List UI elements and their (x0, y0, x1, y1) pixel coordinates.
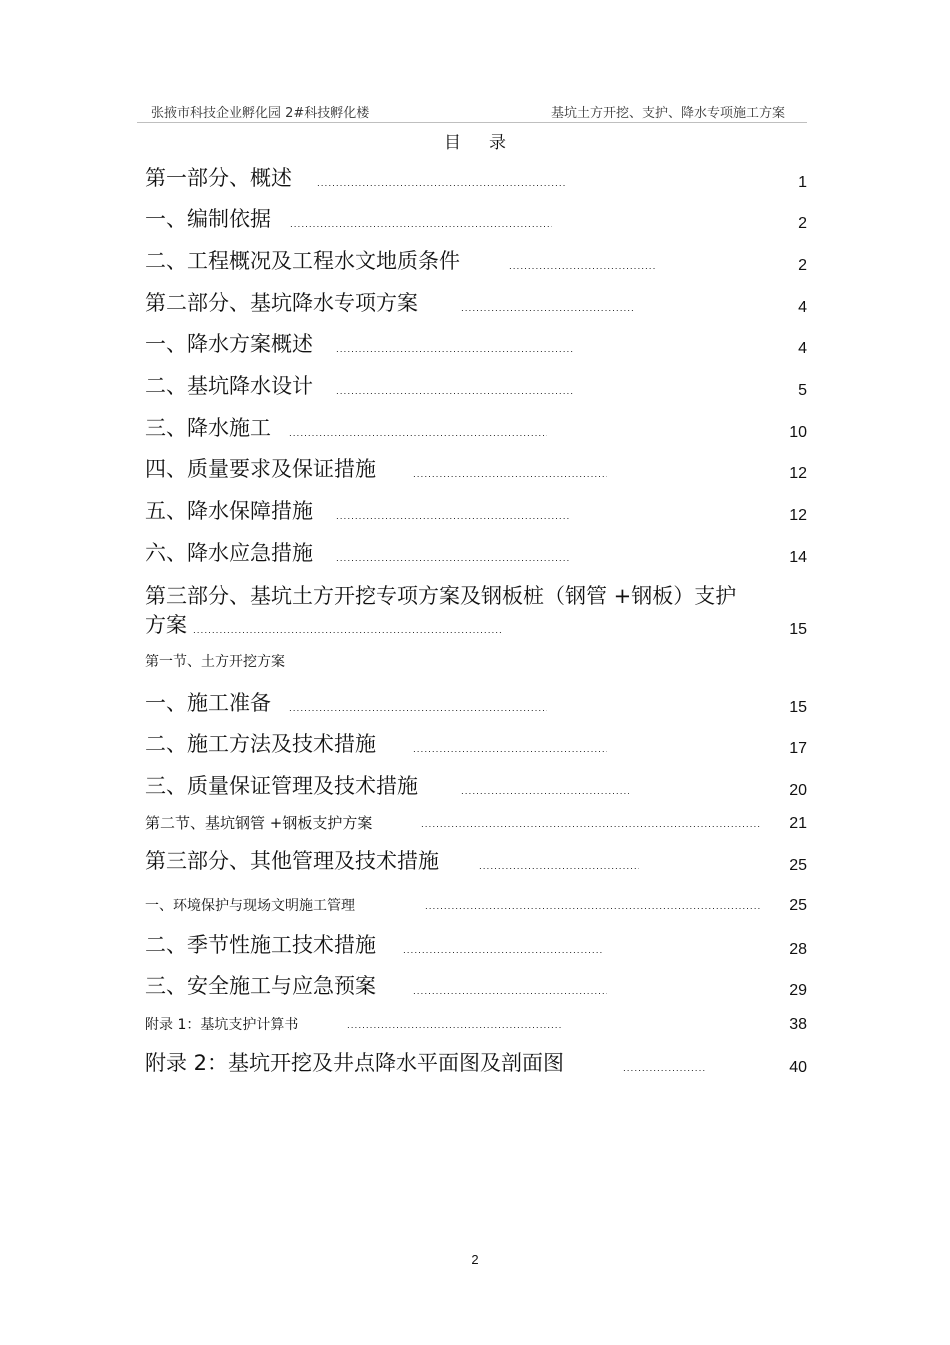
toc-entry-page: 17 (789, 740, 807, 757)
toc-entry-title: 二、基坑降水设计 (145, 374, 313, 398)
toc-entry-page: 15 (789, 621, 807, 638)
toc-entry[interactable] (145, 810, 807, 836)
toc-leader-dots (289, 435, 547, 437)
toc-entry[interactable] (145, 415, 807, 445)
toc-entry-page: 12 (789, 465, 807, 482)
toc-entry-title: 三、安全施工与应急预案 (145, 974, 376, 998)
toc-entry-title: 一、编制依据 (145, 207, 271, 231)
toc-entry[interactable] (145, 248, 807, 278)
toc-leader-dots (509, 268, 657, 270)
toc-leader-dots (623, 1070, 707, 1072)
toc-leader-dots (461, 793, 629, 795)
toc-leader-dots (347, 1027, 561, 1029)
toc-entry-page: 25 (789, 857, 807, 874)
toc-leader-dots (290, 226, 552, 228)
toc-entry-title: 二、工程概况及工程水文地质条件 (145, 249, 460, 273)
toc-entry[interactable] (145, 331, 807, 361)
toc-entry[interactable] (145, 165, 807, 195)
toc-leader-dots (479, 868, 639, 870)
toc-entry-page: 4 (798, 340, 807, 357)
toc-entry-title: 附录 1：基坑支护计算书 (145, 1017, 299, 1033)
toc-title: 目录 (444, 133, 534, 153)
toc-entry[interactable] (145, 892, 807, 918)
toc-entry-page: 29 (789, 982, 807, 999)
toc-entry-title: 附录 2：基坑开挖及井点降水平面图及剖面图 (145, 1051, 565, 1075)
toc-leader-dots (193, 632, 501, 634)
toc-entry-page: 28 (789, 941, 807, 958)
toc-entry-title: 二、施工方法及技术措施 (145, 732, 376, 756)
toc-entry-page: 14 (789, 549, 807, 566)
toc-entry-page: 2 (798, 215, 807, 232)
toc-entry[interactable] (145, 731, 807, 761)
toc-leader-dots (336, 560, 569, 562)
toc-entry[interactable] (145, 1050, 807, 1080)
toc-entry-title: 第一节、土方开挖方案 (145, 654, 285, 670)
toc-entry[interactable] (145, 848, 807, 878)
toc-leader-dots (289, 710, 547, 712)
toc-entry-page: 21 (789, 815, 807, 832)
page-number: 2 (471, 1252, 479, 1267)
toc-entry-title: 三、降水施工 (145, 416, 271, 440)
toc-entry[interactable] (145, 456, 807, 486)
toc-entry[interactable] (145, 690, 807, 720)
toc-leader-dots (413, 993, 607, 995)
toc-entry-title: 一、施工准备 (145, 691, 271, 715)
toc-entry-title: 三、质量保证管理及技术措施 (145, 774, 418, 798)
page-header (137, 100, 807, 123)
toc-entry-title: 第一部分、概述 (145, 166, 292, 190)
toc-entry[interactable] (145, 973, 807, 1003)
toc-entry-page: 5 (798, 382, 807, 399)
toc-entry-page: 2 (798, 257, 807, 274)
toc-leader-dots (413, 476, 607, 478)
toc-leader-dots (336, 351, 574, 353)
toc-entry-title: 五、降水保障措施 (145, 499, 313, 523)
toc-leader-dots (336, 393, 574, 395)
toc-entry[interactable] (145, 773, 807, 803)
toc-leader-dots (421, 826, 761, 828)
toc-entry-title-continued: 方案 (145, 613, 187, 637)
toc-leader-dots (413, 751, 607, 753)
toc-entry-page: 25 (789, 897, 807, 914)
toc-entry-page: 10 (789, 424, 807, 441)
toc-entry-page: 1 (798, 174, 807, 191)
toc-entry-title: 第二部分、基坑降水专项方案 (145, 291, 418, 315)
toc-entry-page: 4 (798, 299, 807, 316)
toc-entry[interactable] (145, 1011, 807, 1037)
toc-entry-title: 六、降水应急措施 (145, 541, 313, 565)
toc-entry-page: 15 (789, 699, 807, 716)
toc-leader-dots (336, 518, 569, 520)
toc-entry-title: 二、季节性施工技术措施 (145, 933, 376, 957)
toc-entry-page: 40 (789, 1059, 807, 1076)
toc-entry-title: 四、质量要求及保证措施 (145, 457, 376, 481)
toc-entry[interactable] (145, 290, 807, 320)
toc-leader-dots (461, 310, 635, 312)
toc-entry-page: 38 (789, 1016, 807, 1033)
header-project-name: 张掖市科技企业孵化园 2#科技孵化楼 (151, 106, 370, 121)
toc-entry-title: 第三部分、其他管理及技术措施 (145, 849, 439, 873)
toc-entry-page: 12 (789, 507, 807, 524)
toc-entry-page: 20 (789, 782, 807, 799)
toc-entry-title: 一、降水方案概述 (145, 332, 313, 356)
toc-leader-dots (425, 908, 761, 910)
toc-leader-dots (317, 185, 565, 187)
toc-entry-title: 第二节、基坑钢管 +钢板支护方案 (145, 814, 373, 832)
toc-entry[interactable] (145, 373, 807, 403)
toc-entry[interactable] (145, 932, 807, 962)
header-document-title: 基坑土方开挖、支护、降水专项施工方案 (550, 106, 785, 121)
toc-leader-dots (403, 952, 603, 954)
toc-entry[interactable] (145, 540, 807, 570)
toc-entry-title: 第三部分、基坑土方开挖专项方案及钢板桩（钢管 +钢板）支护 (145, 584, 737, 608)
toc-entry[interactable] (145, 206, 807, 236)
toc-section-heading[interactable] (145, 650, 807, 674)
toc-entry[interactable] (145, 498, 807, 528)
toc-entry-title: 一、环境保护与现场文明施工管理 (145, 898, 355, 914)
toc-entry[interactable] (145, 580, 807, 642)
